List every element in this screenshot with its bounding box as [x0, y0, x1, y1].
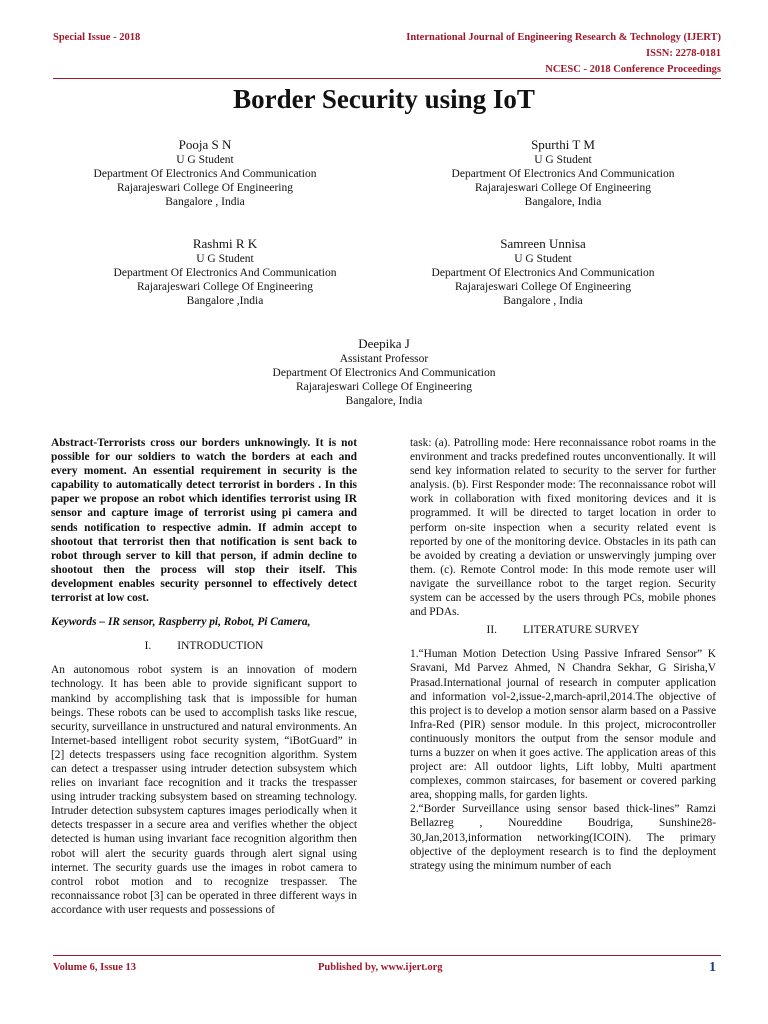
section-title: LITERATURE SURVEY — [522, 624, 640, 637]
author-role: U G Student — [514, 253, 572, 265]
author-block — [398, 138, 728, 209]
author-name: Pooja S N — [178, 137, 232, 152]
author-block — [60, 237, 390, 308]
journal-header — [406, 30, 721, 78]
author-dept: Department Of Electronics And Communication — [93, 168, 317, 180]
author-role: U G Student — [196, 253, 254, 265]
literature-item-2: 2.“Border Surveillance using sensor based thick-lines” Ramzi Bellazreg , Noureddine Boudriga, Sunshine28-30,Jan,2013,information networking(ICOIN). The primary objective of the deployment research is to find the deployment strategy using the minimum number of each — [410, 803, 716, 872]
abstract: Abstract-Terrorists cross our borders unknowingly. It is not possible for our soldiers to watch the borders at each and every moment. An essential requirement in security is the capability to automatically detect terrorist in borders . In this paper we propose an robot which identifies terrorist using IR sensor and capture image of terrorist using pi camera and sends notification to respective admin. If admin accept to shootout that terrorist then that notification is sent back to robot through server to kill that person, if admin decline to shootout then the process will stop their itself. This development enables security personnel to effectively detect terrorist at low cost. — [51, 437, 357, 605]
keywords: Keywords – IR sensor, Raspberry pi, Robot, Pi Camera, — [51, 616, 311, 629]
section-number: II. — [486, 624, 497, 637]
author-role: U G Student — [176, 154, 234, 166]
issn: ISSN: 2278-0181 — [646, 48, 721, 59]
author-dept: Department Of Electronics And Communication — [431, 267, 655, 279]
author-name: Deepika J — [358, 336, 410, 351]
author-college: Rajarajeswari College Of Engineering — [117, 182, 293, 194]
proceedings: NCESC - 2018 Conference Proceedings — [545, 64, 721, 75]
section-number: I. — [144, 640, 152, 653]
author-college: Rajarajeswari College Of Engineering — [137, 281, 313, 293]
section-heading-literature-survey — [410, 623, 716, 637]
special-issue-label: Special Issue - 2018 — [53, 32, 141, 43]
right-column — [410, 436, 716, 883]
introduction-continued: task: (a). Patrolling mode: Here reconnaissance robot roams in the environment and tracks predefined routes unconventionally. It will send key information related to security to the server for further analysis. (b). First Responder mode: The reconnaissance robot will work in collaboration with fixed monitoring devices and it is programmed. It will be directed to target location in order to perform on-site inspection when a security related event is reported by one of the monitoring device. Obstacles in its path can be avoided by creating a deviation or unswervingly jumping over them. (c). Remote Control mode: In this mode remote user will navigate the surveillance robot to the target region. Security system can be accessed by the users through PCs, mobile phones and PDAs. — [410, 437, 716, 619]
literature-item-1: 1.“Human Motion Detection Using Passive Infrared Sensor” K Sravani, Md Parvez Ahmed, N Chandra Sekhar, G Sirisha,V Prasad.International journal of research in computer application and information vol-2,issue-2,march-april,2014.The objective of this project is to develop a motion sensor alarm based on a Passive Infra-Red (PIR) sensor module. In this project, microcontroller continuously monitors the output from the sensor module and turns a buzzer on when it goes active. The application areas of this project are: All outdoor lights, Lift lobby, Multi apartment complexes, common staircases, for basement or covered parking area, shopping malls, for garden lights. — [410, 648, 716, 802]
left-column — [51, 436, 357, 927]
footer-rule — [53, 955, 721, 956]
paper-title: Border Security using IoT — [233, 84, 535, 114]
author-dept: Department Of Electronics And Communication — [113, 267, 337, 279]
introduction-paragraph: An autonomous robot system is an innovation of modern technology. It has been able to provide significant support to mankind by accomplishing task that is impossible for human beings. These robots can be used to accomplish tasks like rescue, security, surveillance in unstructured and natural environments. An Internet-based intelligent robot security system, “iBotGuard” in [2] detects trespassers using face recognition algorithm. System can detect a trespasser using intruder detection subsystem which relies on invariant face recognition and it tracks the trespasser using intruder tracking subsystem based on streaming technology. Intruder detection subsystem captures images periodically when it detects trespasser in a secure area and verifies whether the object detected is human using invariant face recognition algorithm then robot will alert the security guards through alert signal using internet. The security guards use the images in robot camera to control robot motion and to recognize trespasser. The reconnaissance robot [3] can be operated in three different ways in accordance with user requests and possessions of — [51, 664, 357, 916]
author-name: Spurthi T M — [531, 137, 595, 152]
author-block — [378, 237, 708, 308]
publisher: Published by, www.ijert.org — [318, 962, 443, 973]
section-heading-introduction — [51, 639, 357, 653]
author-name: Samreen Unnisa — [500, 236, 586, 251]
section-title: INTRODUCTION — [177, 640, 264, 653]
author-dept: Department Of Electronics And Communication — [451, 168, 675, 180]
author-college: Rajarajeswari College Of Engineering — [455, 281, 631, 293]
author-city: Bangalore , India — [165, 196, 245, 208]
author-city: Bangalore, India — [524, 196, 602, 208]
volume-issue: Volume 6, Issue 13 — [53, 962, 137, 973]
author-role: Assistant Professor — [339, 353, 429, 365]
header-rule — [53, 78, 721, 79]
author-college: Rajarajeswari College Of Engineering — [475, 182, 651, 194]
author-block — [40, 138, 370, 209]
author-block — [219, 337, 549, 408]
author-city: Bangalore , India — [503, 295, 583, 307]
author-city: Bangalore, India — [345, 395, 423, 407]
page-number: 1 — [709, 960, 716, 975]
author-city: Bangalore ,India — [186, 295, 264, 307]
journal-name: International Journal of Engineering Research & Technology (IJERT) — [406, 32, 721, 43]
author-role: U G Student — [534, 154, 592, 166]
author-dept: Department Of Electronics And Communication — [272, 367, 496, 379]
author-name: Rashmi R K — [192, 236, 258, 251]
author-college: Rajarajeswari College Of Engineering — [296, 381, 472, 393]
